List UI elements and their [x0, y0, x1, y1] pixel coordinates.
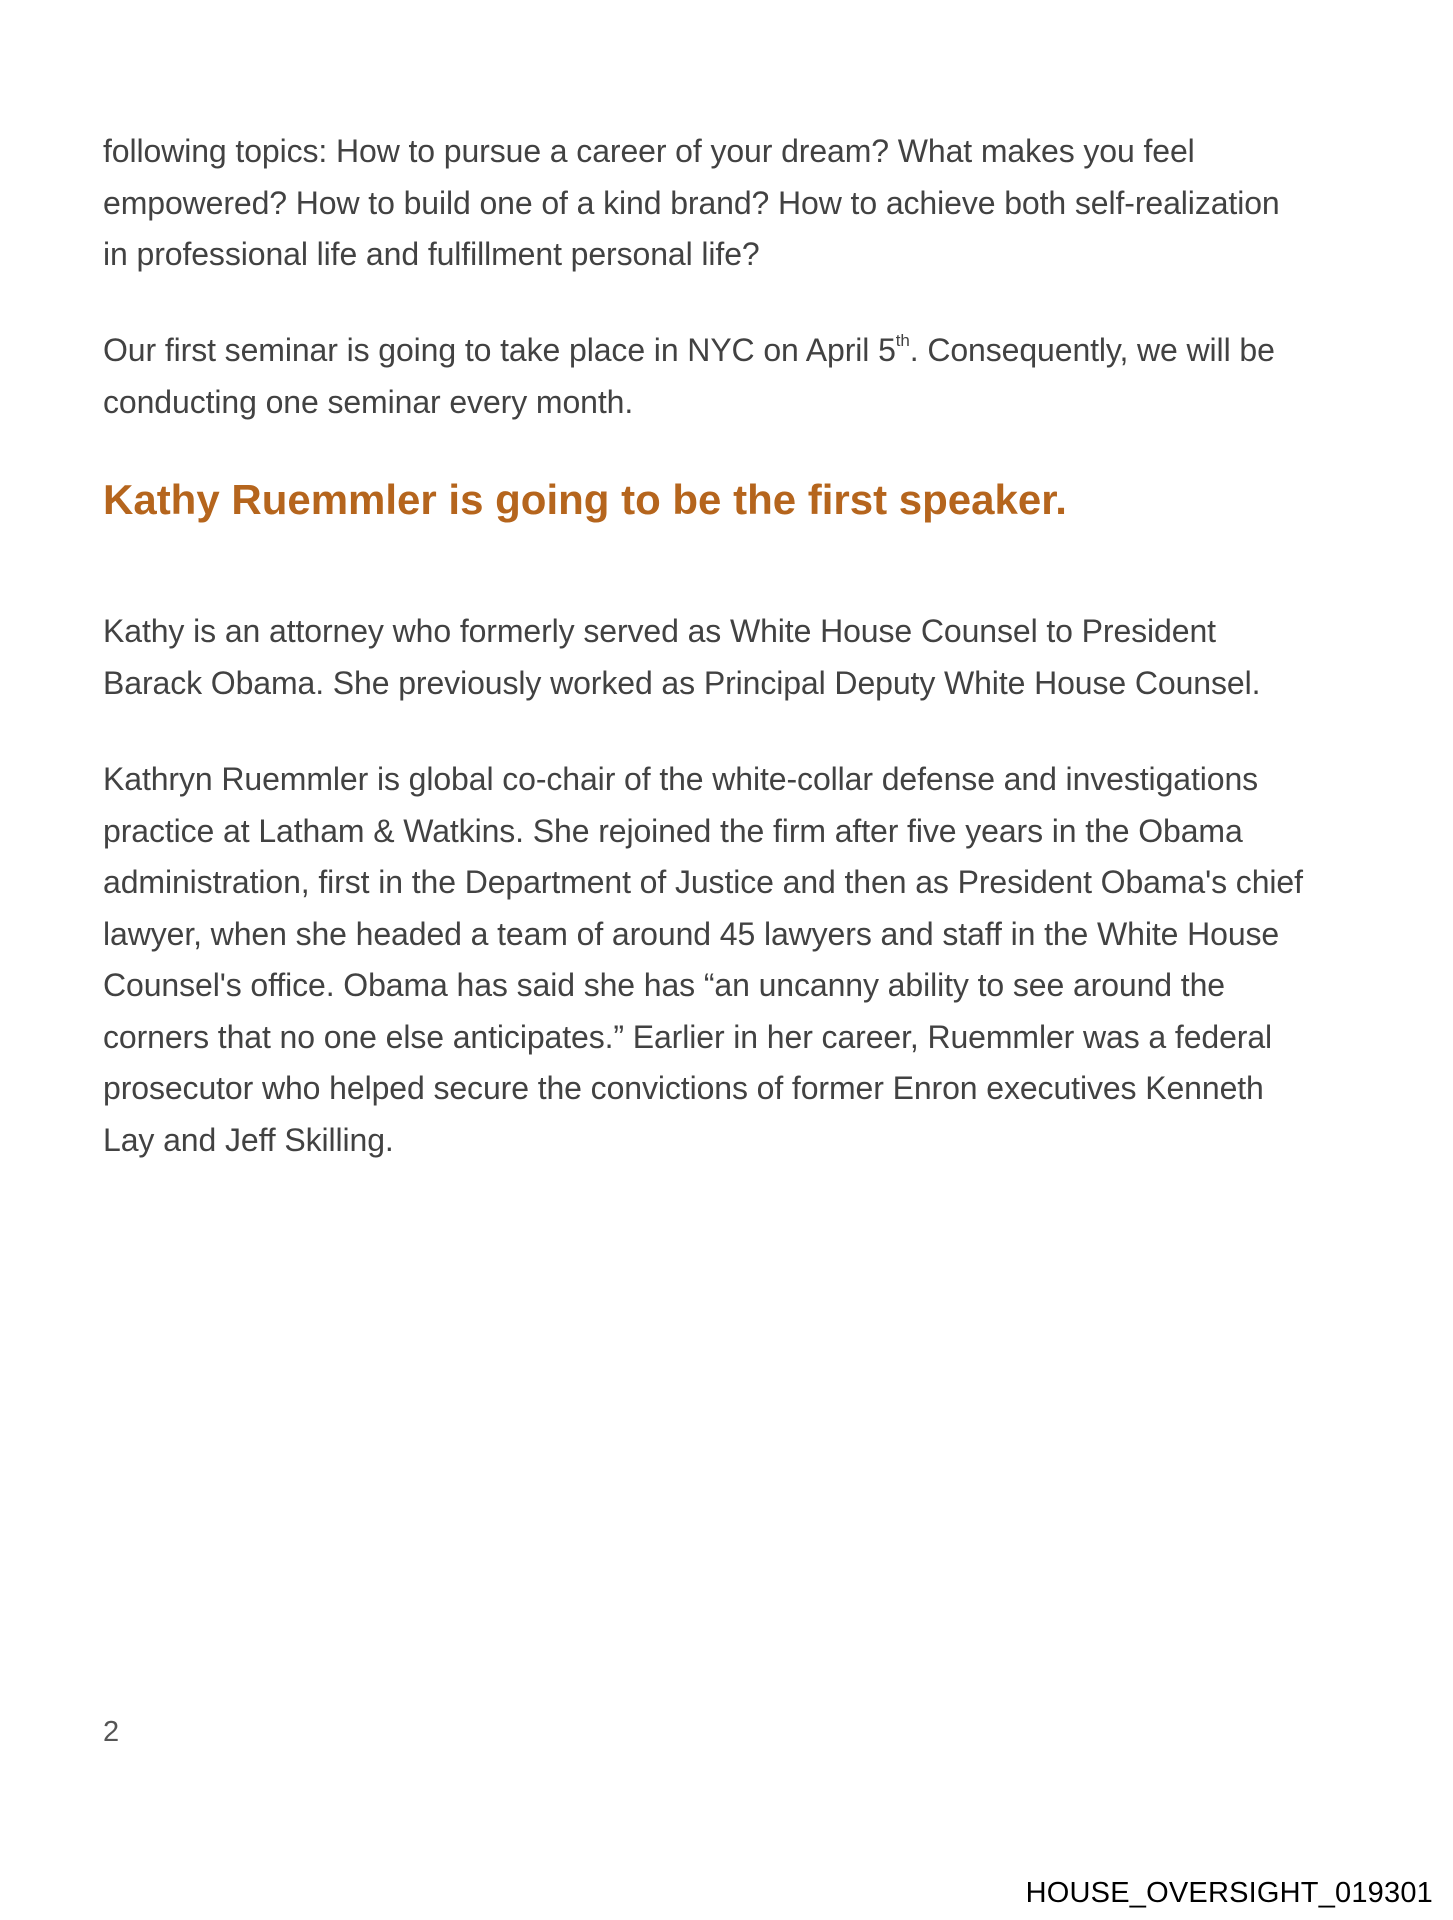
text-line: lawyer, when she headed a team of around 45 lawyers and staff in the White House	[103, 915, 1280, 952]
section-heading: Kathy Ruemmler is going to be the first speaker.	[103, 476, 1067, 523]
text-line: conducting one seminar every month.	[103, 383, 634, 420]
paragraph-seminar-schedule	[103, 325, 1275, 428]
text-line: Counsel's office. Obama has said she has “an uncanny ability to see around the	[103, 967, 1225, 1003]
text-line: empowered? How to build one of a kind brand? How to achieve both self-realization	[103, 184, 1280, 221]
paragraph-speaker-intro	[103, 606, 1260, 709]
text-line: Kathy is an attorney who formerly served as White House Counsel to President	[103, 613, 1216, 649]
text-line: administration, first in the Department of Justice and then as President Obama's chief	[103, 864, 1303, 900]
text-line	[103, 325, 1275, 377]
paragraph-speaker-bio	[103, 754, 1303, 1166]
ordinal-suffix: th	[895, 331, 910, 350]
text-line: Kathryn Ruemmler is global co-chair of the white-collar defense and investigations	[103, 761, 1259, 797]
text-line: practice at Latham & Watkins. She rejoined the firm after five years in the Obama	[103, 812, 1243, 849]
text-line: following topics: How to pursue a career of your dream? What makes you feel	[103, 133, 1195, 169]
text-line: corners that no one else anticipates.” Earlier in her career, Ruemmler was a federal	[103, 1018, 1273, 1055]
bates-number: HOUSE_OVERSIGHT_019301	[1025, 1877, 1433, 1909]
text-line: prosecutor who helped secure the convictions of former Enron executives Kenneth	[103, 1070, 1264, 1106]
text-segment: Our first seminar is going to take place in NYC on April 5	[103, 332, 896, 368]
text-line: Barack Obama. She previously worked as Principal Deputy White House Counsel.	[103, 664, 1261, 701]
paragraph-topics	[103, 126, 1280, 281]
text-segment: . Consequently, we will be	[909, 332, 1275, 368]
page-number: 2	[103, 1716, 120, 1748]
text-line: in professional life and fulfillment personal life?	[103, 236, 760, 272]
text-line: Lay and Jeff Skilling.	[103, 1121, 394, 1158]
